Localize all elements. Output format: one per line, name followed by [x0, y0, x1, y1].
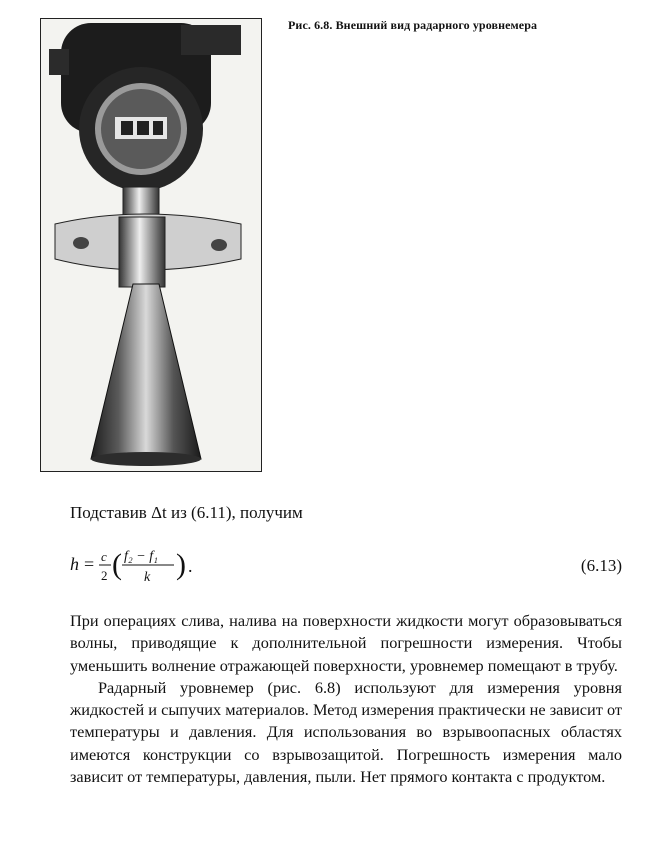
radar-level-gauge-photo — [40, 18, 262, 472]
body-text — [70, 610, 622, 788]
paragraph: При операциях слива, налива на поверхности жидкости могут образовываться волны, приводящие к дополнительной погрешности измерения. Чтобы уменьшить волнение отражающей поверхности, уровнемер помещают в трубу. — [70, 611, 622, 675]
radar-level-gauge-image — [41, 19, 261, 471]
eq-denominator: k — [144, 570, 151, 585]
eq-c: c — [101, 549, 107, 564]
eq-two: 2 — [101, 568, 108, 583]
eq-lhs: h — [70, 554, 79, 574]
paragraph: Радарный уровнемер (рис. 6.8) используют для измерения уровня жидкостей и сыпучих материалов. Метод измерения практически не зависит от температуры и давления. Для использования во взрывоопасных областях имеются конструкции со взрывозащитой. Погрешность измерения мало зависит от температуры, давления, пыли. Нет прямого контакта с продуктом. — [70, 677, 622, 787]
svg-text:): ) — [176, 548, 186, 581]
equation-formula — [70, 540, 270, 590]
intro-line: Подставив Δt из (6.11), получим — [70, 503, 303, 522]
figure-caption: Рис. 6.8. Внешний вид радарного уровнемера — [288, 18, 538, 32]
svg-text:(: ( — [112, 548, 122, 581]
equation-6-13 — [70, 540, 630, 590]
eq-numerator: f₂ − f₁ — [124, 549, 158, 564]
svg-text:.: . — [188, 556, 193, 576]
equation-number: (6.13) — [580, 556, 622, 575]
svg-text:=: = — [84, 554, 95, 574]
